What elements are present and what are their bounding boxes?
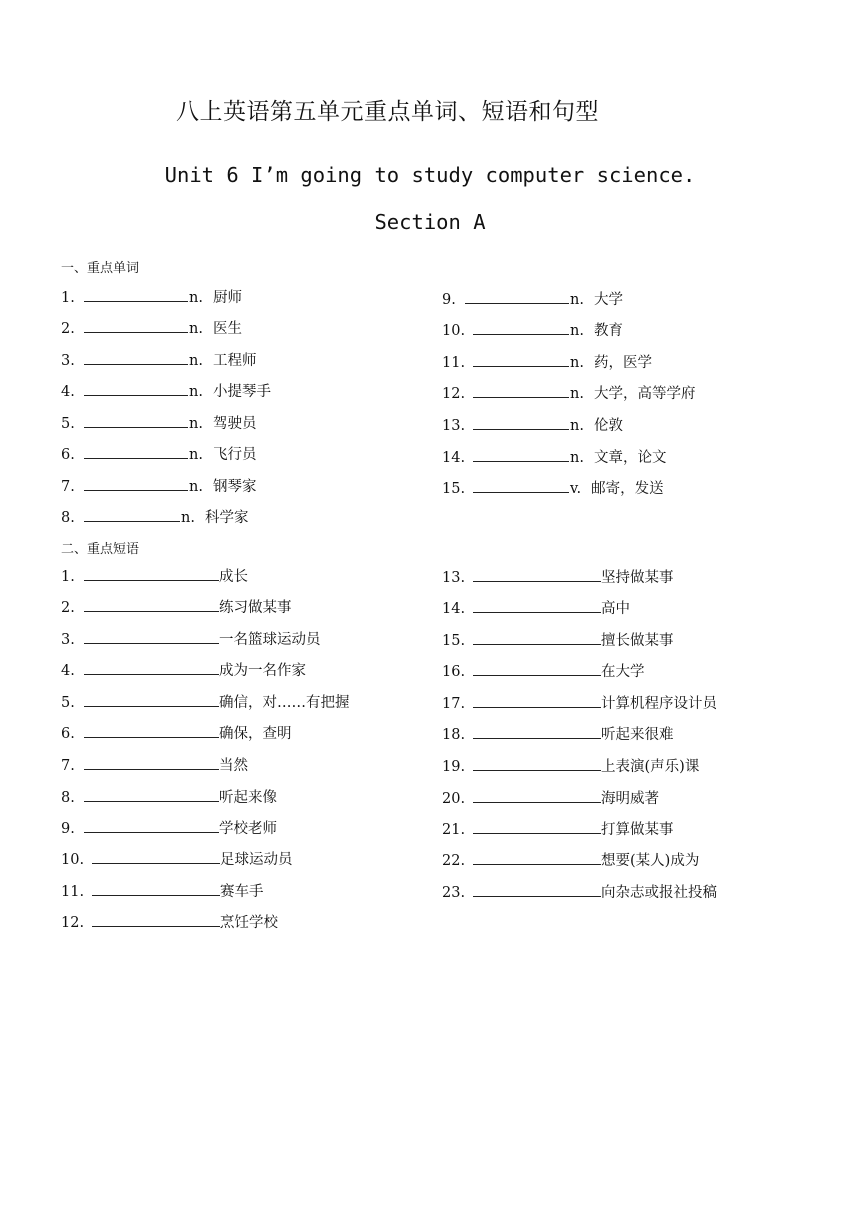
phrase-item (61, 880, 264, 901)
word-item (61, 506, 248, 527)
item-number: 3. (61, 632, 75, 648)
answer-blank[interactable] (92, 883, 220, 896)
answer-blank[interactable] (84, 820, 219, 833)
word-item (61, 349, 256, 370)
phrase-item (442, 755, 699, 776)
word-item (61, 317, 242, 338)
item-number: 14. (442, 450, 466, 466)
word-item (61, 412, 256, 433)
part-of-speech: n. (570, 418, 584, 434)
meaning-text: 烹饪学校 (220, 915, 278, 931)
answer-blank[interactable] (84, 789, 219, 802)
item-number: 3. (61, 353, 75, 369)
part-of-speech: n. (570, 323, 584, 339)
meaning-text: 药，医学 (593, 355, 652, 371)
item-number: 4. (61, 663, 75, 679)
item-number: 10. (442, 323, 466, 339)
item-number: 15. (442, 481, 466, 497)
meaning-text: 听起来很难 (601, 727, 674, 743)
phrase-item (442, 723, 674, 744)
meaning-text: 钢琴家 (212, 479, 257, 495)
phrase-item (61, 722, 292, 743)
part-of-speech: n. (570, 386, 584, 402)
item-number: 23. (442, 885, 466, 901)
answer-blank[interactable] (473, 632, 601, 645)
phrase-item (442, 629, 674, 650)
part-of-speech: n. (189, 479, 203, 495)
phrase-item (442, 692, 717, 713)
meaning-text: 小提琴手 (212, 384, 271, 400)
word-item (442, 382, 695, 403)
part-of-speech: n. (570, 450, 584, 466)
phrase-item (442, 597, 630, 618)
meaning-text: 飞行员 (212, 447, 257, 463)
answer-blank[interactable] (84, 568, 219, 581)
item-number: 22. (442, 853, 466, 869)
phrase-item (442, 818, 674, 839)
meaning-text: 足球运动员 (220, 852, 293, 868)
word-item (442, 319, 623, 340)
item-number: 13. (442, 570, 466, 586)
meaning-text: 坚持做某事 (601, 570, 674, 586)
answer-blank[interactable] (473, 354, 569, 367)
item-number: 15. (442, 633, 466, 649)
meaning-text: 伦敦 (593, 418, 623, 434)
meaning-text: 计算机程序设计员 (601, 696, 717, 712)
answer-blank[interactable] (473, 695, 601, 708)
part-of-speech: n. (189, 290, 203, 306)
meaning-text: 打算做某事 (601, 822, 674, 838)
meaning-text: 当然 (219, 758, 248, 774)
answer-blank[interactable] (473, 417, 569, 430)
meaning-text: 练习做某事 (219, 600, 292, 616)
word-item (442, 288, 623, 309)
meaning-text: 驾驶员 (212, 416, 257, 432)
answer-blank[interactable] (473, 449, 569, 462)
meaning-text: 想要(某人)成为 (601, 853, 700, 869)
part-of-speech: n. (189, 416, 203, 432)
word-item (61, 286, 242, 307)
meaning-text: 听起来像 (219, 790, 277, 806)
answer-blank[interactable] (84, 725, 219, 738)
unit-title: Unit 6 I’m going to study computer science. (164, 163, 696, 187)
item-number: 2. (61, 321, 75, 337)
answer-blank[interactable] (84, 694, 219, 707)
phrase-item (61, 691, 350, 712)
item-number: 12. (61, 915, 85, 931)
item-number: 7. (61, 479, 75, 495)
answer-blank[interactable] (465, 291, 569, 304)
answer-blank[interactable] (473, 385, 569, 398)
item-number: 11. (61, 884, 85, 900)
word-item (61, 443, 256, 464)
item-number: 13. (442, 418, 466, 434)
item-number: 6. (61, 726, 75, 742)
part-of-speech: n. (189, 321, 203, 337)
phrase-item (61, 754, 248, 775)
item-number: 12. (442, 386, 466, 402)
meaning-text: 学校老师 (219, 821, 277, 837)
item-number: 6. (61, 447, 75, 463)
answer-blank[interactable] (84, 509, 180, 522)
meaning-text: 厨师 (212, 290, 242, 306)
part-of-speech: n. (181, 510, 195, 526)
meaning-text: 上表演(声乐)课 (601, 759, 700, 775)
answer-blank[interactable] (84, 446, 188, 459)
phrase-item (61, 628, 321, 649)
phrase-item (61, 659, 306, 680)
item-number: 5. (61, 416, 75, 432)
meaning-text: 大学 (593, 292, 623, 308)
meaning-text: 一名篮球运动员 (219, 632, 321, 648)
meaning-text: 赛车手 (220, 884, 264, 900)
item-number: 20. (442, 791, 466, 807)
phrase-item (61, 596, 292, 617)
word-item (442, 477, 664, 498)
answer-blank[interactable] (473, 322, 569, 335)
meaning-text: 教育 (593, 323, 623, 339)
phrase-item (61, 786, 277, 807)
item-number: 7. (61, 758, 75, 774)
meaning-text: 邮寄，发送 (591, 481, 664, 497)
meaning-text: 海明威著 (601, 791, 659, 807)
part-of-speech: n. (570, 355, 584, 371)
answer-blank[interactable] (473, 821, 601, 834)
answer-blank[interactable] (473, 852, 601, 865)
word-item (442, 414, 623, 435)
meaning-text: 工程师 (212, 353, 257, 369)
item-number: 21. (442, 822, 466, 838)
answer-blank[interactable] (84, 415, 188, 428)
part-of-speech: v. (570, 481, 582, 497)
meaning-text: 大学，高等学府 (593, 386, 696, 402)
item-number: 4. (61, 384, 75, 400)
item-number: 2. (61, 600, 75, 616)
section-title: Section A (374, 210, 486, 234)
meaning-text: 医生 (212, 321, 242, 337)
word-item (442, 446, 666, 467)
answer-blank[interactable] (84, 478, 188, 491)
answer-blank[interactable] (473, 790, 601, 803)
part-of-speech: n. (189, 447, 203, 463)
meaning-text: 确保，查明 (219, 726, 292, 742)
meaning-text: 擅长做某事 (601, 633, 674, 649)
meaning-text: 成为一名作家 (219, 663, 306, 679)
item-number: 1. (61, 290, 75, 306)
word-item (442, 351, 652, 372)
words-heading: 一、重点单词 (61, 261, 140, 276)
item-number: 11. (442, 355, 466, 371)
phrase-item (61, 565, 248, 586)
item-number: 16. (442, 664, 466, 680)
phrase-item (442, 566, 674, 587)
item-number: 9. (442, 292, 456, 308)
item-number: 14. (442, 601, 466, 617)
answer-blank[interactable] (84, 757, 219, 770)
answer-blank[interactable] (473, 884, 601, 897)
answer-blank[interactable] (84, 383, 188, 396)
phrase-item (61, 911, 278, 932)
answer-blank[interactable] (473, 569, 601, 582)
part-of-speech: n. (189, 384, 203, 400)
word-item (61, 475, 256, 496)
meaning-text: 文章，论文 (593, 450, 667, 466)
item-number: 18. (442, 727, 466, 743)
phrase-item (61, 848, 293, 869)
meaning-text: 成长 (219, 569, 248, 585)
answer-blank[interactable] (473, 758, 601, 771)
item-number: 8. (61, 510, 75, 526)
part-of-speech: n. (570, 292, 584, 308)
item-number: 10. (61, 852, 85, 868)
answer-blank[interactable] (84, 289, 188, 302)
answer-blank[interactable] (84, 662, 219, 675)
phrase-item (442, 881, 717, 902)
answer-blank[interactable] (84, 631, 219, 644)
answer-blank[interactable] (92, 851, 220, 864)
phrase-item (442, 849, 699, 870)
answer-blank[interactable] (473, 663, 601, 676)
item-number: 8. (61, 790, 75, 806)
meaning-text: 在大学 (601, 664, 645, 680)
answer-blank[interactable] (84, 352, 188, 365)
answer-blank[interactable] (84, 320, 188, 333)
page-title: 八上英语第五单元重点单词、短语和句型 (176, 99, 599, 125)
item-number: 9. (61, 821, 75, 837)
answer-blank[interactable] (84, 599, 219, 612)
answer-blank[interactable] (92, 914, 220, 927)
meaning-text: 确信，对……有把握 (219, 695, 350, 711)
answer-blank[interactable] (473, 480, 569, 493)
meaning-text: 科学家 (204, 510, 249, 526)
answer-blank[interactable] (473, 600, 601, 613)
phrase-item (442, 787, 659, 808)
item-number: 19. (442, 759, 466, 775)
phrase-item (61, 817, 277, 838)
word-item (61, 380, 271, 401)
meaning-text: 高中 (601, 601, 630, 617)
phrases-heading: 二、重点短语 (61, 542, 140, 557)
item-number: 1. (61, 569, 75, 585)
item-number: 5. (61, 695, 75, 711)
item-number: 17. (442, 696, 466, 712)
part-of-speech: n. (189, 353, 203, 369)
phrase-item (442, 660, 645, 681)
answer-blank[interactable] (473, 726, 601, 739)
meaning-text: 向杂志或报社投稿 (601, 885, 717, 901)
